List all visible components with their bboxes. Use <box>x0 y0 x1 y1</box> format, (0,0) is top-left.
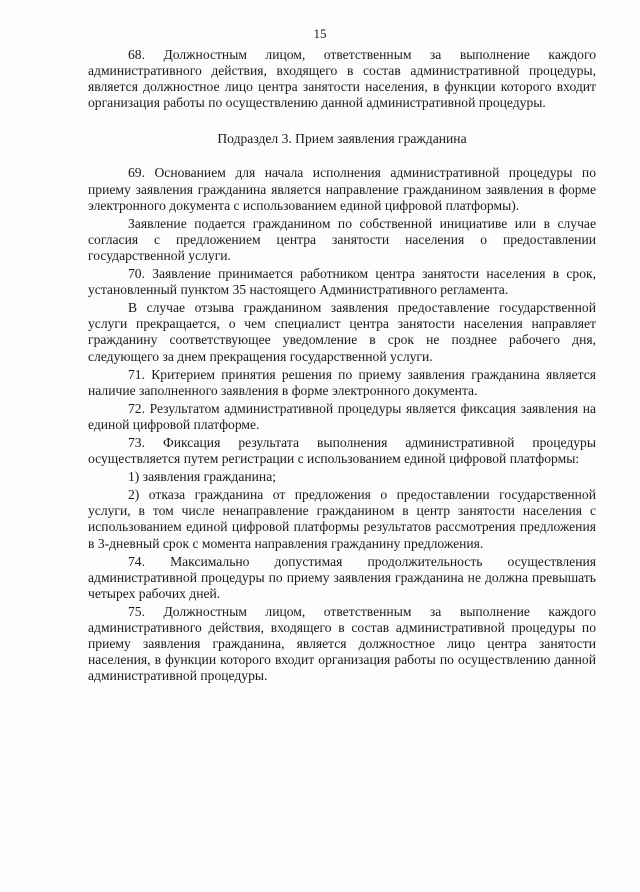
section-title: Подраздел 3. Прием заявления гражданина <box>217 131 467 147</box>
list-item-2: 2) отказа гражданина от предложения о предоставлении государственной услуги, в том числе ненаправление гражданином в центр занятости населения с использованием единой цифровой платформы результатов рассмотрения предложения в 3-дневный срок с момента направления гражданину предложения. <box>88 487 596 551</box>
paragraph-69: 69. Основанием для начала исполнения административной процедуры по приему заявления гражданина является направление гражданином заявления в форме электронного документа с использованием единой цифровой платформы). <box>88 165 596 213</box>
paragraph-68: 68. Должностным лицом, ответственным за выполнение каждого административного действия, входящего в состав административной процедуры, является должностное лицо центра занятости населения, в функции которого входит организация работы по осуществлению данной административной процедуры. <box>88 47 596 111</box>
list-item-1: 1) заявления гражданина; <box>128 469 277 485</box>
paragraph-75: 75. Должностным лицом, ответственным за выполнение каждого административного действия, входящего в состав административной процедуры по приему заявления гражданина, является должностное лицо центра занятости населения, в функции которого входит организация работы по осуществлению данной административной процедуры. <box>88 603 596 684</box>
paragraph-69-application: Заявление подается гражданином по собственной инициативе или в случае согласия с предложением центра занятости населения о предоставлении государственной услуги. <box>88 215 596 263</box>
paragraph-70: 70. Заявление принимается работником центра занятости населения в срок, установленный пунктом 35 настоящего Административного регламента. <box>88 266 596 298</box>
paragraph-71: 71. Критерием принятия решения по приему заявления гражданина является наличие заполненного заявления в форме электронного документа. <box>88 366 596 398</box>
document-body <box>88 47 596 684</box>
paragraph-72: 72. Результатом административной процедуры является фиксация заявления на единой цифровой платформе. <box>88 400 596 432</box>
paragraph-73: 73. Фиксация результата выполнения административной процедуры осуществляется путем регистрации с использованием единой цифровой платформы: <box>88 434 596 467</box>
paragraph-74: 74. Максимально допустимая продолжительность осуществления административной процедуры по приему заявления гражданина не должна превышать четырех рабочих дней. <box>88 553 596 601</box>
paragraph-70-withdrawal: В случае отзыва гражданином заявления предоставление государственной услуги прекращается, о чем специалист центра занятости населения направляет гражданину соответствующее уведомление в срок не позднее рабочего дня, следующего за днем прекращения государственной услуги. <box>88 300 596 364</box>
page-number: 15 <box>313 26 327 41</box>
